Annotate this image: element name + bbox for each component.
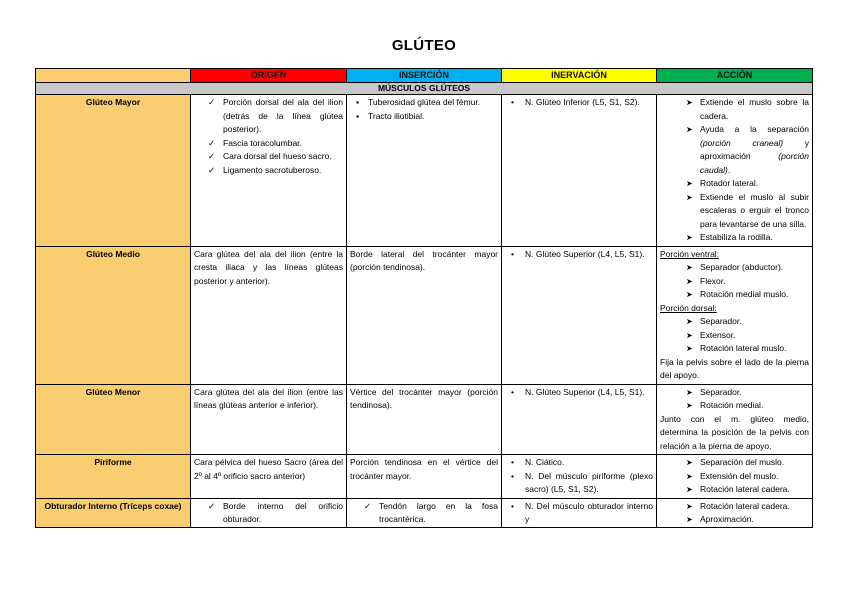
table-row [36, 498, 813, 527]
muscle-name: Glúteo Menor [36, 384, 191, 455]
list-item: • N. Ciático. [505, 456, 653, 470]
list-item: ➤ Rotación medial muslo. [660, 288, 809, 302]
list-item: ✓ Fascia toracolumbar. [194, 137, 343, 151]
table-row [36, 455, 813, 499]
muscle-name: Piriforme [36, 455, 191, 499]
list-item: ➤ Flexor. [660, 275, 809, 289]
header-origen: ORIGEN [191, 69, 347, 83]
accion-cell [657, 455, 813, 499]
muscle-name: Glúteo Mayor [36, 95, 191, 247]
table-row [36, 384, 813, 455]
list-item: • N. Del músculo obturador interno y [505, 500, 653, 526]
inervacion-cell [502, 384, 657, 455]
list-item: ➤ Extiende el muslo al subir escaleras o erguir el tronco para levantarse de una silla. [660, 191, 809, 232]
list-item: ➤ Separador. [660, 386, 809, 400]
accion-cell [657, 95, 813, 247]
inervacion-cell [502, 246, 657, 384]
origen-cell: Cara glútea del ala del ilion (entre las líneas glúteas anterior e inferior). [191, 384, 347, 455]
note: Junto con el m. glúteo medio, determina la posición de la pelvis con relación a la pierna de apoyo. [660, 413, 809, 451]
list-item: ➤ Separador (abductor). [660, 261, 809, 275]
origen-cell: Cara glútea del ala del ilion (entre la cresta iliaca y las líneas glúteas posterior y anterior). [191, 246, 347, 384]
inervacion-cell [502, 498, 657, 527]
list-item: ▪ Tuberosidad glútea del fémur. [350, 96, 498, 110]
list-item: ➤ Separación del muslo. [660, 456, 809, 470]
accion-cell [657, 246, 813, 384]
muscle-name: Glúteo Medio [36, 246, 191, 384]
list-item: ➤ Estabiliza la rodilla. [660, 231, 809, 245]
list-item: ✓ Cara dorsal del hueso sacro. [194, 150, 343, 164]
insercion-cell [347, 95, 502, 247]
note: Fija la pelvis sobre el lado de la pierna del apoyo. [660, 356, 809, 380]
header-inervacion: INERVACIÓN [502, 69, 657, 83]
group-row [36, 83, 813, 95]
insercion-cell: Borde lateral del trocánter mayor (porción tendinosa). [347, 246, 502, 384]
list-item: ➤ Ayuda a la separación (porción craneal) y aproximación (porción caudal). [660, 123, 809, 177]
subheading: Porción dorsal: [660, 302, 717, 313]
list-item: • N. Del músculo piriforme (plexo sacro) (L5, S1, S2). [505, 470, 653, 497]
group-label: MÚSCULOS GLÚTEOS [36, 83, 813, 95]
list-item: ➤ Rotación medial. [660, 399, 809, 413]
list-item: ➤ Extensor. [660, 329, 809, 343]
insercion-cell: Vértice del trocánter mayor (porción tendinosa). [347, 384, 502, 455]
table-row [36, 246, 813, 384]
inervacion-cell [502, 455, 657, 499]
inervacion-cell [502, 95, 657, 247]
origen-cell: Cara pélvica del hueso Sacro (área del 2º al 4º orificio sacro anterior) [191, 455, 347, 499]
list-item: ➤ Rotación lateral cadera. [660, 500, 809, 514]
list-item: • N. Glúteo Superior (L4, L5, S1). [505, 248, 653, 262]
page-title: GLÚTEO [391, 37, 457, 54]
list-item: • N. Glúteo Inferior (L5, S1, S2). [505, 96, 653, 110]
origen-cell [191, 95, 347, 247]
gluteus-table [35, 68, 813, 528]
insercion-cell [347, 498, 502, 527]
subheading: Porción ventral: [660, 248, 720, 259]
list-item: ✓ Porción dorsal del ala del ilion (detrás de la línea glútea posterior). [194, 96, 343, 137]
accion-cell [657, 384, 813, 455]
list-item: ➤ Extiende el muslo sobre la cadera. [660, 96, 809, 123]
list-item: ▪ Tracto iliotibial. [350, 110, 498, 124]
header-row [36, 69, 813, 83]
list-item: ➤ Aproximación. [660, 513, 809, 526]
insercion-cell: Porción tendinosa en el vértice del trocánter mayor. [347, 455, 502, 499]
header-insercion: INSERCIÓN [347, 69, 502, 83]
list-item: ➤ Rotación lateral muslo. [660, 342, 809, 356]
header-blank [36, 69, 191, 83]
list-item: ✓ Tendón largo en la fosa trocantérica. [350, 500, 498, 526]
list-item: ➤ Rotación lateral cadera. [660, 483, 809, 497]
list-item: ✓ Borde interno del orificio obturador. [194, 500, 343, 526]
list-item: ➤ Extensión del muslo. [660, 470, 809, 484]
list-item: ➤ Rotador lateral. [660, 177, 809, 191]
accion-cell [657, 498, 813, 527]
header-accion: ACCIÓN [657, 69, 813, 83]
list-item: ✓ Ligamento sacrotuberoso. [194, 164, 343, 178]
list-item: • N. Glúteo Superior (L4, L5, S1). [505, 386, 653, 400]
list-item: ➤ Separador. [660, 315, 809, 329]
muscle-name: Obturador Interno (Tríceps coxae) [36, 498, 191, 527]
table-row [36, 95, 813, 247]
origen-cell [191, 498, 347, 527]
